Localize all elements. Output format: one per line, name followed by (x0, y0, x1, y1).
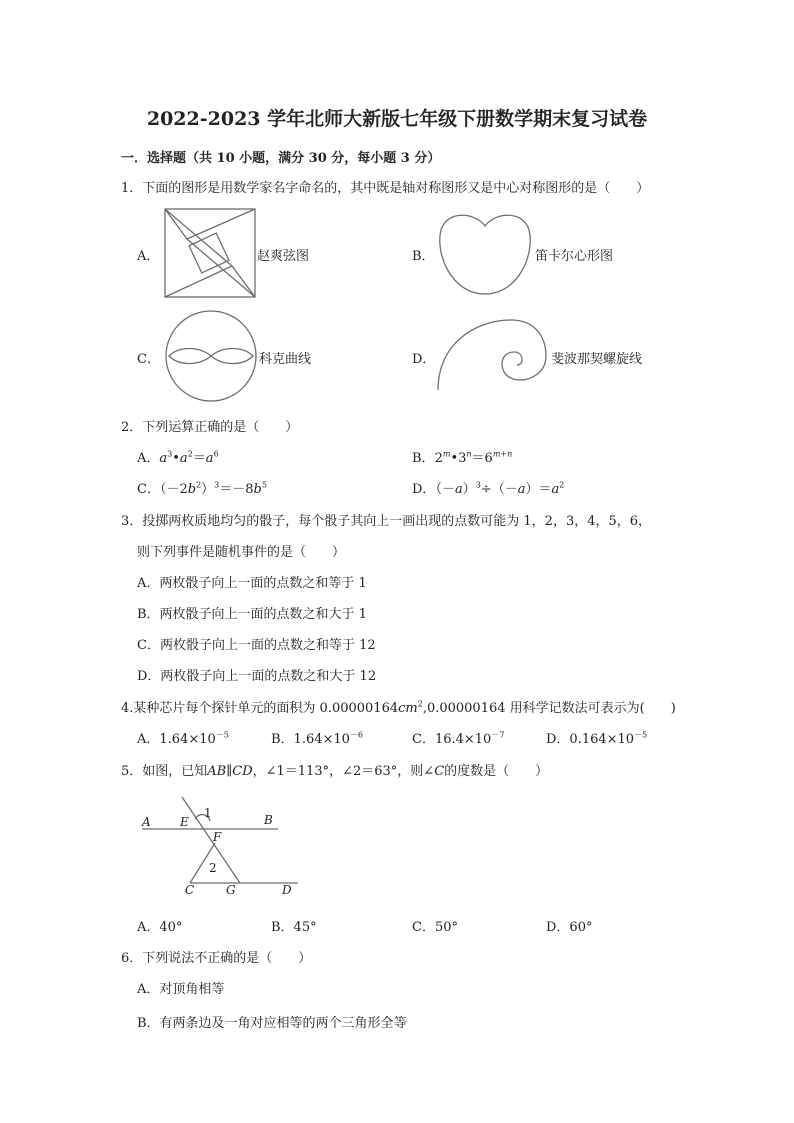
q1-option-b-caption: 笛卡尔心形图 (535, 249, 614, 264)
q1-option-c-letter: C． (137, 352, 160, 367)
q2-option-d-letter: D． (412, 482, 436, 497)
q5-label-b: B (264, 813, 273, 827)
q4-option-c-base: C．16.4×10 (412, 732, 492, 747)
q4-option-d-exponent: －5 (634, 730, 648, 740)
q5-label-d: D (282, 883, 292, 897)
q4-option-a-exponent: －5 (215, 730, 229, 740)
q5-option-c: C．50° (412, 920, 458, 935)
q5-stem-mid: ，∠1＝113°，∠2＝63°，则∠ (252, 764, 435, 779)
q3-option-c: C．两枚骰子向上一面的点数之和等于 12 (137, 638, 376, 653)
q3-stem-line1: 3．投掷两枚质地均匀的骰子，每个骰子其向上一画出现的点数可能为 1，2，3，4，5，6， (121, 514, 652, 529)
q4-stem-end: ,0.00000164 用科学记数法可表示为( ) (422, 701, 676, 716)
q5-label-angle2: 2 (209, 861, 217, 875)
q2-option-b-letter: B． (412, 451, 435, 466)
zhao-shuang-diagram-icon (164, 208, 256, 298)
q5-stem-start: 5．如图，已知 (121, 764, 208, 779)
q3-option-a: A．两枚骰子向上一面的点数之和等于 1 (137, 576, 367, 591)
q1-option-c-caption: 科克曲线 (259, 352, 312, 367)
q5-option-a: A．40° (137, 920, 183, 935)
q4-option-d-base: D．0.164×10 (546, 732, 635, 747)
q4-stem-start: 4.某种芯片每个探针单元的面积为 0.00000164 (121, 701, 399, 716)
q5-option-b: B．45° (271, 920, 317, 935)
q4-option-b-exponent: －6 (349, 730, 364, 740)
q4-option-a-base: A．1.64×10 (137, 732, 216, 747)
section-heading: 一．选择题（共 10 小题，满分 30 分，每小题 3 分） (121, 151, 441, 166)
q4-option-d (546, 728, 647, 747)
page-title: 2022-2023 学年北师大新版七年级下册数学期末复习试卷 (146, 108, 648, 130)
q6-option-b: B．有两条边及一角对应相等的两个三角形全等 (137, 1016, 407, 1031)
q5-label-f: F (213, 830, 222, 844)
q2-option-d: D．$(-a)^3\div(-a)=a^2$ (412, 480, 565, 497)
q5-stem: 5．如图，已知AB∥CD，∠1＝113°，∠2＝63°，则∠C的度数是（ ） (121, 764, 549, 779)
q4-stem: 4.某种芯片每个探针单元的面积为 $0.00000164cm^2,0.00000164$ 用科学记数法可表示为( ) (121, 699, 676, 716)
q2-option-a: A．$a^3•a^2=a^6$ (137, 449, 219, 466)
q5-stem-end: 的度数是（ ） (444, 764, 549, 779)
q1-option-a-letter: A． (137, 249, 160, 264)
q4-option-b-base: B．1.64×10 (271, 732, 350, 747)
q3-option-b: B．两枚骰子向上一面的点数之和大于 1 (137, 607, 367, 622)
q2-stem: 2．下列运算正确的是（ ） (121, 420, 299, 435)
q3-stem-line2: 则下列事件是随机事件的是（ ） (137, 545, 346, 560)
q6-stem: 6．下列说法不正确的是（ ） (121, 951, 312, 966)
q2-option-a-letter: A． (137, 451, 160, 466)
q5-label-e: E (180, 815, 189, 829)
q5-label-g: G (226, 883, 236, 897)
fibonacci-spiral-icon (436, 318, 548, 392)
q3-option-d: D．两枚骰子向上一面的点数之和大于 12 (137, 669, 377, 684)
q4-option-b (271, 728, 363, 747)
q1-option-a-caption: 赵爽弦图 (257, 249, 310, 264)
q2-option-c: C．$(-2b^2)^3=-8b^5$ (137, 480, 267, 497)
koch-curve-icon (164, 309, 258, 403)
q1-stem: 1．下面的图形是用数学家名字命名的，其中既是轴对称图形又是中心对称图形的是（ ） (121, 181, 650, 196)
q6-option-a: A．对顶角相等 (137, 982, 225, 997)
q4-option-c (412, 728, 504, 747)
q1-option-b-letter: B． (412, 249, 435, 264)
q5-option-d: D．60° (546, 920, 593, 935)
q5-geometry-figure (140, 795, 300, 899)
q4-option-a (137, 728, 229, 747)
q5-label-a: A (142, 815, 151, 829)
q1-option-d-caption: 斐波那契螺旋线 (551, 352, 643, 367)
q5-label-c: C (185, 883, 195, 897)
q5-label-angle1: 1 (204, 806, 212, 820)
cardioid-icon (437, 208, 533, 296)
q4-option-c-exponent: －7 (491, 730, 505, 740)
q2-option-b: B．$2^m•3^n=6^{m+n}$ (412, 449, 513, 466)
q2-option-c-letter: C． (137, 482, 160, 497)
q1-option-d-letter: D． (412, 352, 436, 367)
